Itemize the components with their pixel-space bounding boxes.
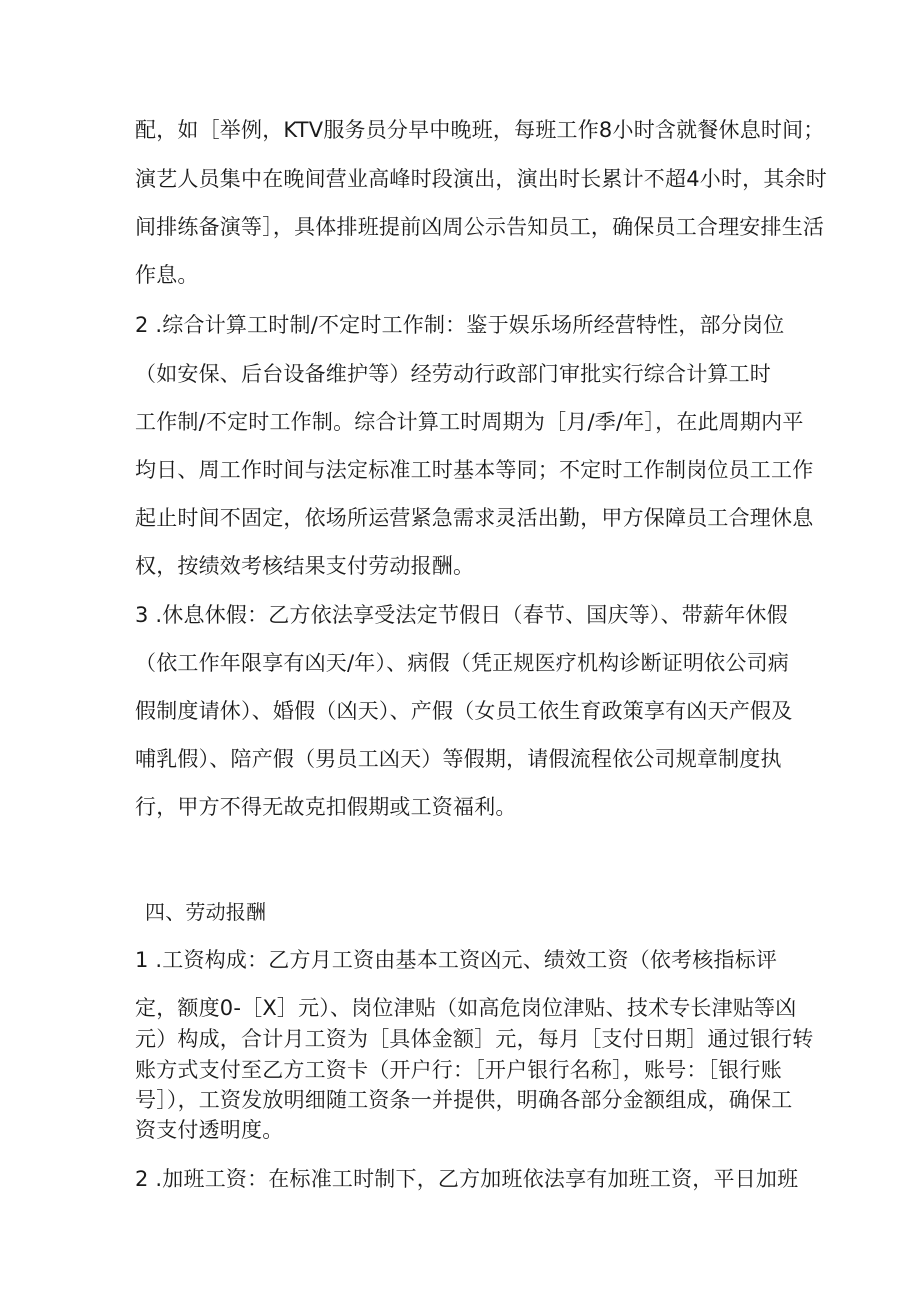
text-line: 3 .休息休假：乙方依法享受法定节假日（春节、国庆等）、带薪年休假 [135, 603, 788, 627]
text-line: （依工作年限享有凶天/年）、病假（凭正规医疗机构诊断证明依公司病 [135, 651, 789, 675]
text-line: 间排练备演等］，具体排班提前凶周公示告知员工，确保员工合理安排生活 [135, 215, 825, 239]
text-line: 2 .综合计算工时制/不定时工作制：鉴于娱乐场所经营特性，部分岗位 [135, 313, 785, 337]
text-line: 行，甲方不得无故克扣假期或工资福利。 [135, 795, 517, 819]
text-line: 1 .工资构成：乙方月工资由基本工资凶元、绩效工资（依考核指标评 [135, 948, 778, 972]
text-line: 2 .加班工资：在标准工时制下，乙方加班依法享有加班工资，平日加班 [135, 1167, 799, 1191]
text-line: 定，额度0-［X］元）、岗位津贴（如高危岗位津贴、技术专长津贴等凶 [135, 996, 797, 1020]
text-line: 哺乳假）、陪产假（男员工凶天）等假期，请假流程依公司规章制度执 [135, 747, 782, 771]
text-line: 起止时间不固定，依场所运营紧急需求灵活出勤，甲方保障员工合理休息 [135, 506, 814, 530]
text-line: 工作制/不定时工作制。综合计算工时周期为［月/季/年］，在此周期内平 [135, 410, 804, 434]
text-line: 账方式支付至乙方工资卡（开户行：［开户银行名称］，账号：［银行账 [135, 1058, 782, 1082]
text-line: （如安保、后台设备维护等）经劳动行政部门审批实行综合计算工时 [135, 362, 771, 386]
section-heading: 四、劳动报酬 [145, 900, 267, 924]
text-line: 元）构成，合计月工资为［具体金额］元，每月［支付日期］通过银行转 [135, 1027, 814, 1051]
text-line: 配，如［举例，KTV服务员分早中晚班，每班工作8小时含就餐休息时间； [135, 118, 825, 142]
text-line: 假制度请休）、婚假（凶天）、产假（女员工依生育政策享有凶天产假及 [135, 699, 793, 723]
text-line: 资支付透明度。 [135, 1118, 284, 1142]
text-line: 演艺人员集中在晚间营业高峰时段演出，演出时长累计不超4小时，其余时 [135, 167, 827, 191]
text-line: 号］），工资发放明细随工资条一并提供，明确各部分金额组成，确保工 [135, 1088, 793, 1112]
text-line: 权，按绩效考核结果支付劳动报酬。 [135, 554, 475, 578]
text-line: 均日、周工作时间与法定标准工时基本等同；不定时工作制岗位员工工作 [135, 458, 814, 482]
text-line: 作息。 [135, 263, 199, 287]
